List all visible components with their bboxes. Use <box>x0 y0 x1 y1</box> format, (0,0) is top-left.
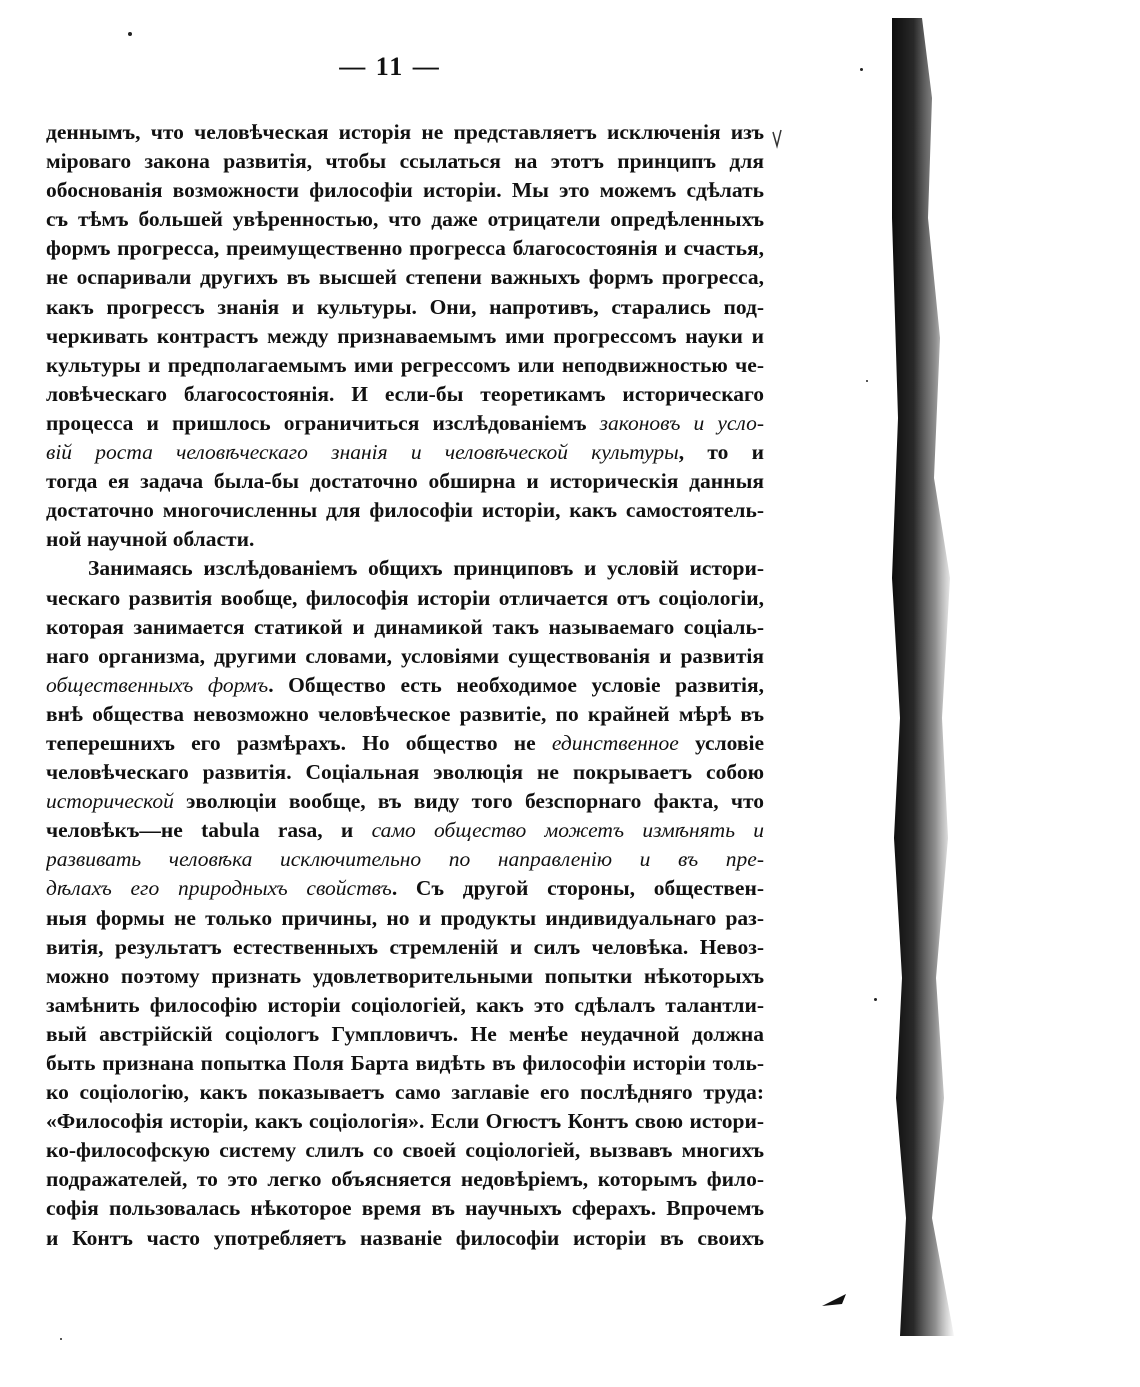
text-line <box>46 758 764 787</box>
text-segment: вый австрійскій соціологъ Гумпловичъ. Не менѣе неудачной должна <box>46 1021 764 1046</box>
italic-segment: единственное <box>551 730 679 755</box>
text-line <box>46 1165 764 1194</box>
text-line <box>46 729 764 758</box>
italic-segment: исторической <box>46 789 174 814</box>
text-segment: витія, результатъ естественныхъ стремленій и силъ человѣка. Невоз- <box>46 934 764 959</box>
text-segment: . Общество есть необходимое условіе развитія, <box>268 672 764 697</box>
text-segment: наго организма, другими словами, условіями существованія и развитія <box>46 643 764 668</box>
text-segment: внѣ общества невозможно человѣческое развитіе, по крайней мѣрѣ въ <box>46 701 764 726</box>
text-line <box>46 584 764 613</box>
text-segment: обоснованія возможности философіи исторіи. Мы это можемъ сдѣлать <box>46 178 764 203</box>
text-segment: формъ прогресса, преимущественно прогресса благосостоянія и счастья, <box>46 236 764 261</box>
text-segment: ныя формы не только причины, но и продукты индивидуальнаго раз- <box>46 905 764 930</box>
text-line <box>46 176 764 205</box>
text-line <box>46 1020 764 1049</box>
text-segment: процесса и пришлось ограничиться изслѣдованіемъ <box>46 410 600 435</box>
text-segment: которая занимается статикой и динамикой такъ называемаго соціаль- <box>46 614 764 639</box>
text-segment: не оспаривали другихъ въ высшей степени важныхъ формъ прогресса, <box>46 265 764 290</box>
text-line <box>46 816 764 845</box>
body-text <box>46 118 764 1253</box>
text-segment: человѣческаго развитія. Соціальная эволюція не покрываетъ собою <box>46 760 764 785</box>
text-segment: тогда ея задача была-бы достаточно обширна и историческія данныя <box>46 469 764 494</box>
text-segment: замѣнить философію исторіи соціологіей, какъ это сдѣлалъ талантли- <box>46 992 764 1017</box>
margin-tick <box>770 128 784 150</box>
text-line <box>46 613 764 642</box>
italic-segment: законовъ и усло- <box>599 410 764 435</box>
text-line <box>46 147 764 176</box>
text-segment: деннымъ, что человѣческая исторія не представляетъ исключенія изъ <box>46 120 764 144</box>
text-segment: человѣкъ—не tabula rasa, и <box>46 818 372 843</box>
text-line <box>46 671 764 700</box>
text-segment: черкивать контрастъ между признаваемымъ ими прогрессомъ науки и <box>46 323 764 348</box>
text-segment: и Контъ часто употребляетъ названіе философіи исторіи въ своихъ <box>46 1225 764 1250</box>
scan-edge-shadow <box>892 18 960 1336</box>
scan-speck <box>60 1338 62 1340</box>
text-segment: эволюціи вообще, въ виду того безспорнаго факта, что <box>173 789 764 814</box>
scan-speck <box>128 32 132 36</box>
text-line <box>46 787 764 816</box>
text-line <box>46 1224 764 1253</box>
scan-speck <box>874 998 877 1001</box>
text-segment: , то и <box>678 440 764 465</box>
text-line <box>46 700 764 729</box>
text-line <box>46 1078 764 1107</box>
italic-segment: общественныхъ формъ <box>46 672 269 697</box>
text-line <box>46 263 764 292</box>
text-segment: достаточно многочисленны для философіи исторіи, какъ самостоятель- <box>46 498 764 523</box>
text-line <box>46 642 764 671</box>
text-line <box>46 1194 764 1223</box>
italic-segment: дѣлахъ его природныхъ свойствъ <box>46 876 392 901</box>
text-segment: міроваго закона развитія, чтобы ссылаться на этотъ принципъ для <box>46 149 764 174</box>
text-segment: софія пользовалась нѣкоторое время въ научныхъ сферахъ. Впрочемъ <box>46 1196 764 1221</box>
text-line <box>46 874 764 903</box>
text-segment: теперешнихъ его размѣрахъ. Но общество не <box>46 730 552 755</box>
text-segment: ко-философскую систему слилъ со своей соціологіей, вызвавъ многихъ <box>46 1138 764 1163</box>
text-line <box>46 351 764 380</box>
text-line <box>46 1049 764 1078</box>
text-line <box>46 525 764 554</box>
text-line <box>46 962 764 991</box>
text-segment: ловѣческаго благосостоянія. И если-бы теоретикамъ историческаго <box>46 381 764 406</box>
italic-segment: вій роста человѣческаго знанія и человѣческой культуры <box>46 440 679 465</box>
scan-speck <box>866 380 868 382</box>
page-number: — 11 — <box>339 52 441 81</box>
text-segment: ко соціологію, какъ показываетъ само заглавіе его послѣдняго труда: <box>46 1080 764 1105</box>
text-segment: культуры и предполагаемымъ ими регрессомъ или неподвижностью че- <box>46 352 764 377</box>
text-line <box>46 438 764 467</box>
text-line <box>46 293 764 322</box>
text-segment: ческаго развитія вообще, философія исторіи отличается отъ соціологіи, <box>46 585 764 610</box>
text-line <box>46 991 764 1020</box>
scan-speck <box>860 68 863 71</box>
text-line <box>46 1107 764 1136</box>
italic-segment: развивать человѣка исключительно по направленію и въ пре- <box>46 847 764 872</box>
text-segment: какъ прогрессъ знанія и культуры. Они, напротивъ, старались под- <box>46 294 764 319</box>
text-line <box>46 904 764 933</box>
text-line <box>46 409 764 438</box>
text-segment: . Съ другой стороны, обществен- <box>391 876 764 901</box>
text-segment: условіе <box>678 730 764 755</box>
text-line <box>46 118 764 147</box>
text-line <box>46 933 764 962</box>
text-line <box>46 845 764 874</box>
text-line <box>46 1136 764 1165</box>
text-line <box>46 380 764 409</box>
text-line <box>46 322 764 351</box>
text-line <box>46 496 764 525</box>
margin-mark <box>820 1290 850 1310</box>
text-line <box>46 554 764 583</box>
text-segment: «Философія исторіи, какъ соціологія». Если Огюстъ Контъ свою истори- <box>46 1109 764 1134</box>
text-segment: быть признана попытка Поля Барта видѣть въ философіи исторіи толь- <box>46 1051 764 1075</box>
italic-segment: само общество можетъ измѣнять и <box>371 818 764 843</box>
text-line <box>46 234 764 263</box>
text-line <box>46 205 764 234</box>
text-line <box>46 467 764 496</box>
text-segment: Занимаясь изслѣдованіемъ общихъ принциповъ и условій истори- <box>88 556 764 581</box>
text-segment: подражателей, то это легко объясняется недовѣріемъ, которымъ фило- <box>46 1167 764 1192</box>
text-segment: можно поэтому признать удовлетворительными попытки нѣкоторыхъ <box>46 963 764 988</box>
text-segment: ной научной области. <box>46 527 255 552</box>
text-segment: съ тѣмъ большей увѣренностью, что даже отрицатели опредѣленныхъ <box>46 207 764 232</box>
